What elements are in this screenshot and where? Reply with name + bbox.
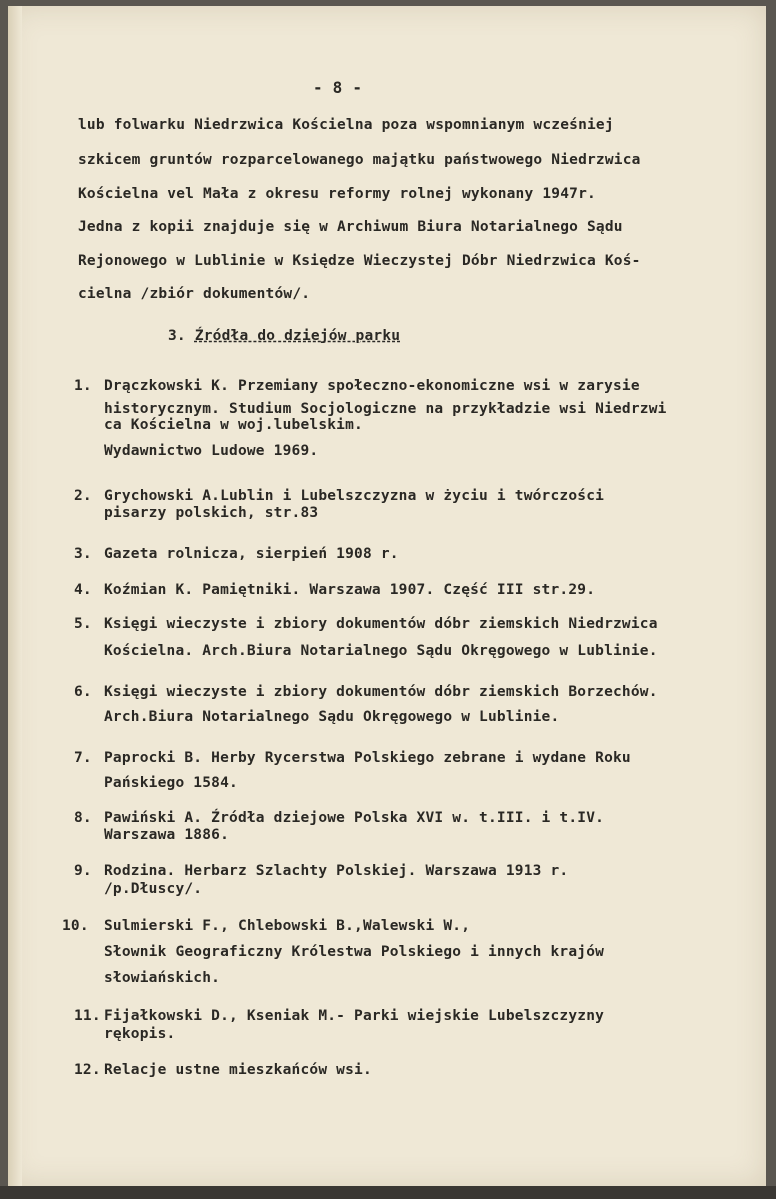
source-number: 12.	[74, 1062, 101, 1078]
source-number: 7.	[74, 750, 92, 766]
source-line: Paprocki B. Herby Rycerstwa Polskiego zebrane i wydane Roku	[104, 750, 631, 766]
source-number: 11.	[74, 1008, 101, 1024]
source-number: 2.	[74, 488, 92, 504]
source-line: Drączkowski K. Przemiany społeczno-ekonomiczne wsi w zarysie	[104, 378, 640, 394]
scan-edge	[0, 1186, 776, 1199]
source-number: 5.	[74, 616, 92, 632]
document-page	[8, 6, 766, 1186]
source-number: 6.	[74, 684, 92, 700]
source-line: Słownik Geograficzny Królestwa Polskiego i innych krajów	[104, 944, 605, 960]
section-title: Źródła do dziejów parku	[194, 328, 401, 344]
page-number: - 8 -	[313, 78, 363, 97]
source-line: Księgi wieczyste i zbiory dokumentów dóbr ziemskich Niedrzwica	[104, 616, 658, 632]
page-binding-edge	[8, 6, 22, 1186]
source-line: Fijałkowski D., Kseniak M.- Parki wiejskie Lubelszczyzny	[104, 1008, 605, 1024]
intro-line: Jedna z kopii znajduje się w Archiwum Biura Notarialnego Sądu	[78, 219, 623, 235]
intro-line: szkicem gruntów rozparcelowanego majątku państwowego Niedrzwica	[78, 152, 641, 168]
source-number: 3.	[74, 546, 92, 562]
source-number: 4.	[74, 582, 92, 598]
intro-line: Rejonowego w Lublinie w Księdze Wieczystej Dóbr Niedrzwica Koś-	[78, 253, 641, 269]
source-number: 1.	[74, 378, 92, 394]
source-line: Pawiński A. Źródła dziejowe Polska XVI w. t.III. i t.IV.	[104, 810, 605, 826]
source-line: Relacje ustne mieszkańców wsi.	[104, 1062, 372, 1078]
source-line: słowiańskich.	[104, 970, 221, 986]
source-line: Kościelna. Arch.Biura Notarialnego Sądu Okręgowego w Lublinie.	[104, 643, 658, 659]
source-line: Wydawnictwo Ludowe 1969.	[104, 443, 319, 459]
source-line: rękopis.	[104, 1026, 176, 1042]
source-line: Księgi wieczyste i zbiory dokumentów dóbr ziemskich Borzechów.	[104, 684, 658, 700]
source-line: Koźmian K. Pamiętniki. Warszawa 1907. Część III str.29.	[104, 582, 596, 598]
source-line: Gazeta rolnicza, sierpień 1908 r.	[104, 546, 399, 562]
source-line: Arch.Biura Notarialnego Sądu Okręgowego w Lublinie.	[104, 709, 560, 725]
source-line: Sulmierski F., Chlebowski B.,Walewski W.,	[104, 918, 471, 934]
section-heading	[168, 328, 400, 344]
intro-line: cielna /zbiór dokumentów/.	[78, 286, 311, 302]
source-line: Grychowski A.Lublin i Lubelszczyzna w życiu i twórczości	[104, 488, 605, 504]
source-number: 8.	[74, 810, 92, 826]
section-number: 3.	[168, 328, 186, 344]
source-line: ca Kościelna w woj.lubelskim.	[104, 417, 363, 433]
source-number: 10.	[62, 918, 89, 934]
source-line: /p.Dłuscy/.	[104, 881, 203, 897]
intro-line: lub folwarku Niedrzwica Kościelna poza wspomnianym wcześniej	[78, 117, 614, 133]
source-number: 9.	[74, 863, 92, 879]
source-line: pisarzy polskich, str.83	[104, 505, 319, 521]
source-line: Pańskiego 1584.	[104, 775, 238, 791]
intro-line: Kościelna vel Mała z okresu reformy rolnej wykonany 1947r.	[78, 186, 596, 202]
source-line: historycznym. Studium Socjologiczne na przykładzie wsi Niedrzwi	[104, 401, 667, 417]
source-line: Rodzina. Herbarz Szlachty Polskiej. Warszawa 1913 r.	[104, 863, 569, 879]
source-line: Warszawa 1886.	[104, 827, 230, 843]
